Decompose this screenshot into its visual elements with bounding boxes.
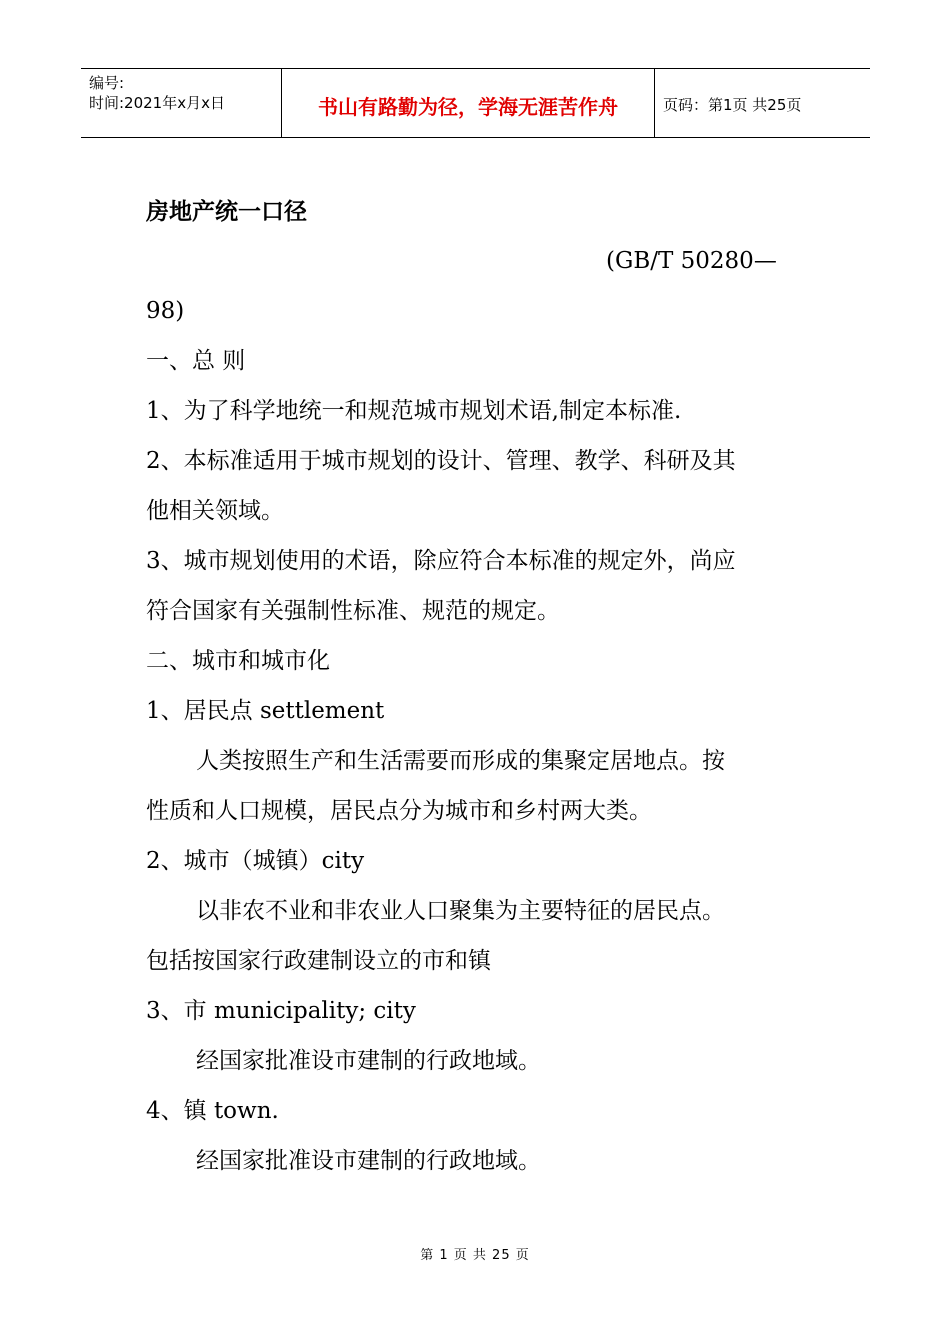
term-settlement-definition-line2: 性质和人口规模，居民点分为城市和乡村两大类。	[146, 798, 652, 824]
term-city: 2、城市（城镇）city	[146, 848, 365, 874]
section1-item1: 1、为了科学地统一和规范城市规划术语,制定本标准.	[146, 398, 682, 424]
term-town: 4、镇 town.	[146, 1098, 279, 1124]
page-header	[81, 68, 870, 138]
header-meta	[81, 69, 281, 137]
section1-item3-line2: 符合国家有关强制性标准、规范的规定。	[146, 598, 560, 624]
section1-item3-line1: 3、城市规划使用的术语，除应符合本标准的规定外，尚应	[146, 548, 736, 574]
section1-item2-line2: 他相关领域。	[146, 498, 284, 524]
document-number-label: 编号:	[89, 74, 125, 92]
term-city-definition-line1: 以非农不业和非农业人口聚集为主要特征的居民点。	[196, 898, 725, 924]
header-motto-cell	[281, 69, 655, 137]
term-settlement-definition-line1: 人类按照生产和生活需要而形成的集聚定居地点。按	[196, 748, 725, 774]
standard-code-part2: 98)	[146, 298, 185, 324]
term-settlement: 1、居民点 settlement	[146, 698, 385, 724]
section-heading-city: 二、城市和城市化	[146, 648, 330, 674]
header-motto: 书山有路勤为径，学海无涯苦作舟	[318, 94, 618, 119]
term-city-definition-line2: 包括按国家行政建制设立的市和镇	[146, 948, 491, 974]
standard-code-part1: (GB/T 50280—	[606, 248, 777, 274]
document-time-label: 时间:2021年x月x日	[89, 94, 225, 112]
term-town-definition: 经国家批准设市建制的行政地域。	[196, 1148, 541, 1174]
header-page-info: 页码：第1页 共25页	[663, 96, 802, 114]
document-title: 房地产统一口径	[146, 199, 307, 225]
section1-item2-line1: 2、本标准适用于城市规划的设计、管理、教学、科研及其	[146, 448, 736, 474]
page-footer: 第 1 页 共 25 页	[420, 1248, 530, 1263]
section-heading-general: 一、总 则	[146, 348, 246, 374]
term-municipality-definition: 经国家批准设市建制的行政地域。	[196, 1048, 541, 1074]
term-municipality: 3、市 municipality; city	[146, 998, 416, 1024]
